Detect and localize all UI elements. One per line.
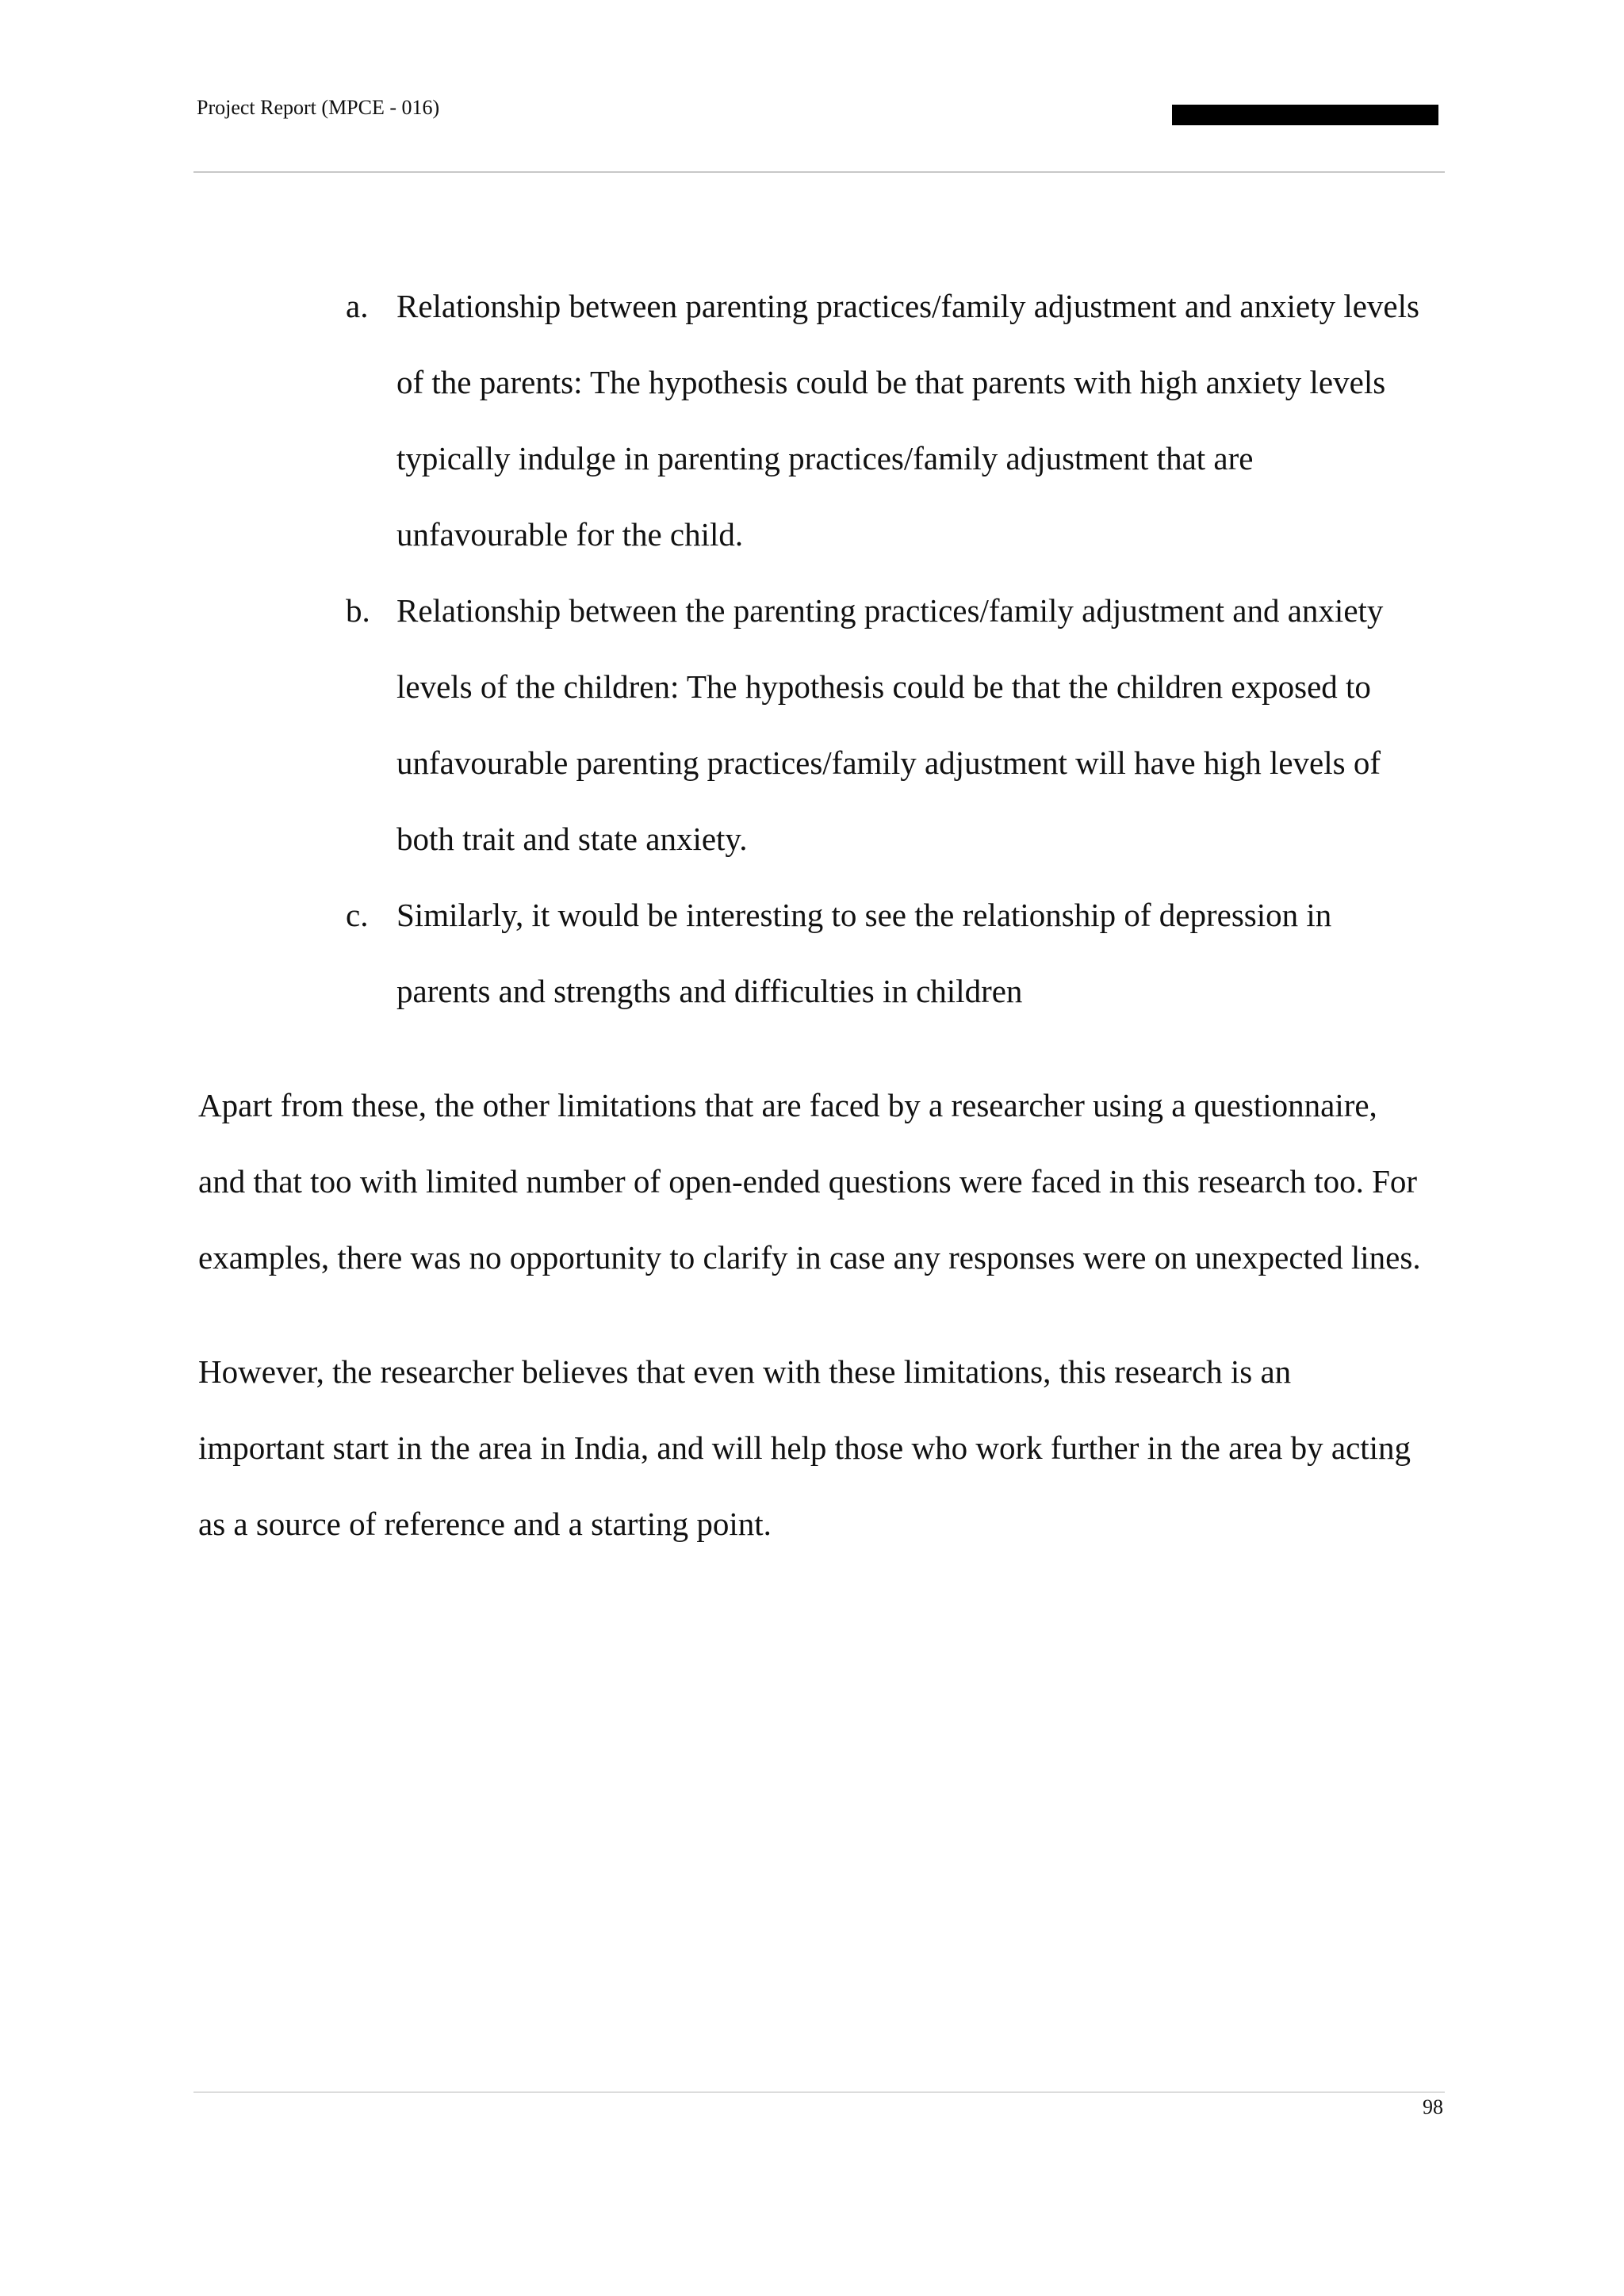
list-text-line: unfavourable for the child. (396, 516, 744, 553)
list-marker: a. (346, 288, 369, 324)
running-header-title: Project Report (MPCE - 016) (197, 96, 440, 119)
paragraph-line: examples, there was no opportunity to clarify in case any responses were on unexpected lines. (198, 1239, 1421, 1276)
header-divider (193, 171, 1445, 173)
list-text-line: unfavourable parenting practices/family adjustment will have high levels of (396, 744, 1381, 781)
paragraph-line: However, the researcher believes that even with these limitations, this research is an (198, 1353, 1292, 1390)
list-text-line: parents and strengths and difficulties in children (396, 973, 1023, 1009)
paragraph-line: important start in the area in India, and will help those who work further in the area by acting (198, 1429, 1411, 1466)
list-marker: b. (346, 592, 370, 629)
list-text-line: both trait and state anxiety. (396, 821, 748, 857)
footer-divider (193, 2091, 1445, 2093)
paragraph-line: and that too with limited number of open-ended questions were faced in this research too. For (198, 1163, 1418, 1200)
list-text-line: Relationship between parenting practices/family adjustment and anxiety levels (396, 288, 1419, 324)
list-text-line: of the parents: The hypothesis could be that parents with high anxiety levels (396, 364, 1386, 400)
paragraph-line: as a source of reference and a starting point. (198, 1506, 772, 1542)
paragraph-line: Apart from these, the other limitations that are faced by a researcher using a questionnaire, (198, 1087, 1377, 1123)
list-text-line: Relationship between the parenting practices/family adjustment and anxiety (396, 592, 1384, 629)
list-text-line: levels of the children: The hypothesis could be that the children exposed to (396, 668, 1371, 705)
redaction-bar (1172, 105, 1438, 125)
list-text-line: Similarly, it would be interesting to see the relationship of depression in (396, 897, 1332, 933)
page-number: 98 (1423, 2095, 1443, 2118)
list-text-line: typically indulge in parenting practices/family adjustment that are (396, 440, 1254, 476)
list-marker: c. (346, 897, 369, 933)
